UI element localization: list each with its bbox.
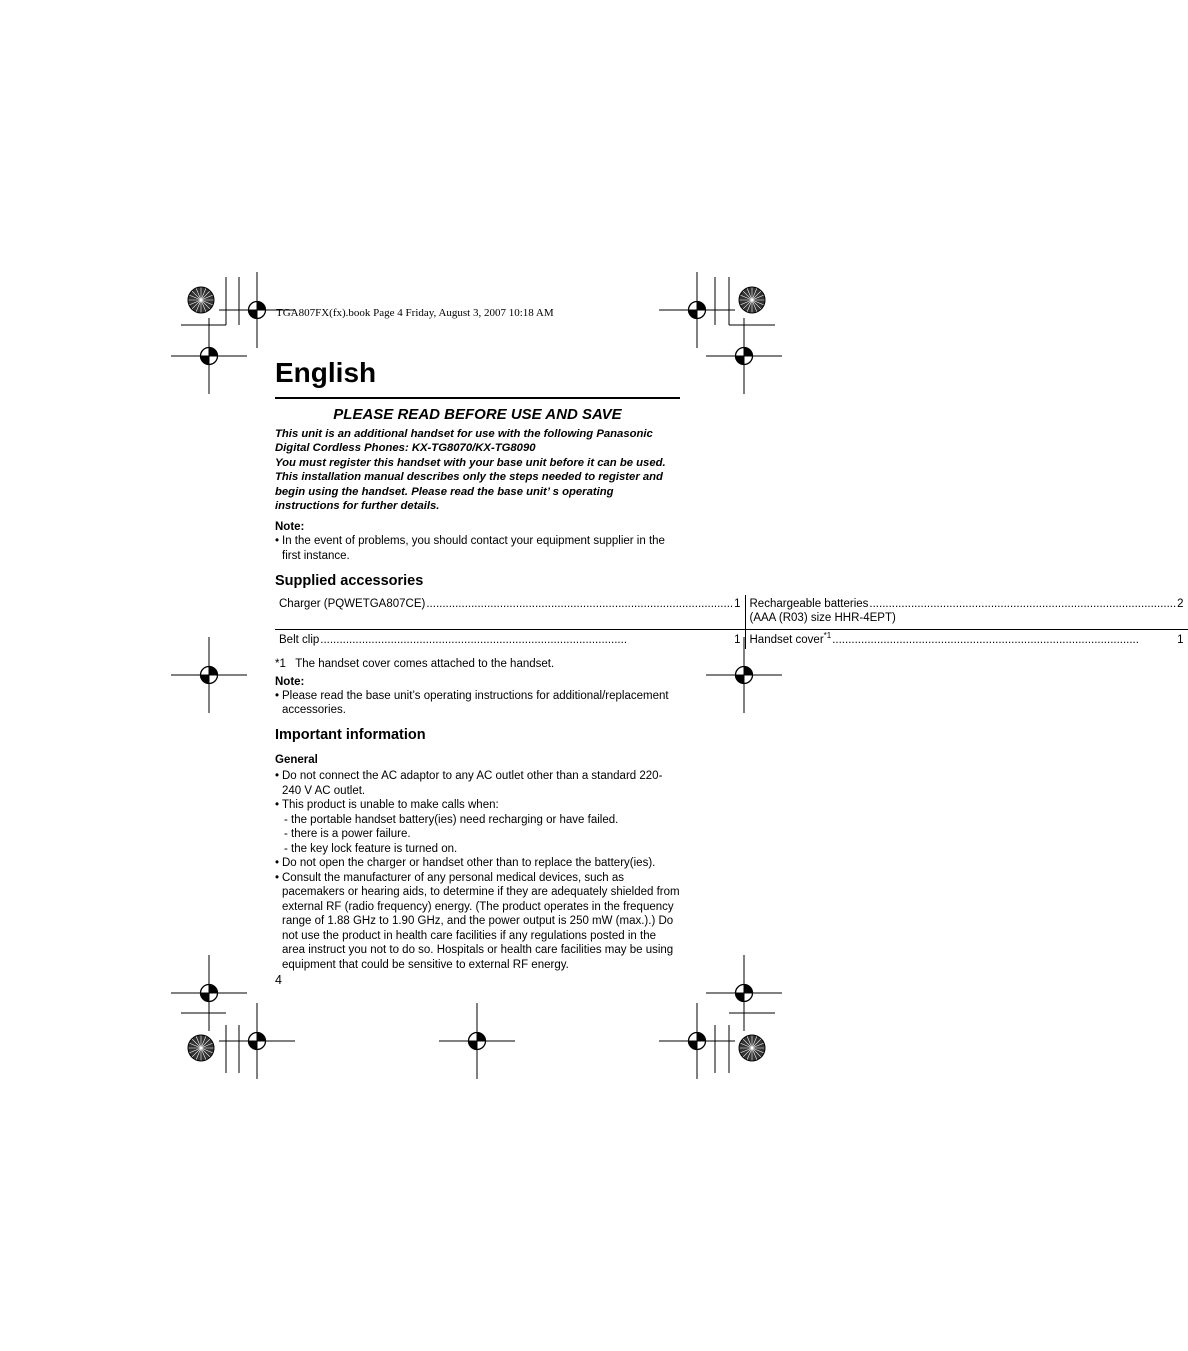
intro-paragraph: This unit is an additional handset for use with the following Panasonic Digital Cordless Phones: KX-TG8070/KX-TG8090 (275, 428, 653, 455)
intro-text (275, 427, 680, 513)
list-item: • This product is unable to make calls when: (275, 798, 680, 813)
sub-list-item: - the portable handset battery(ies) need recharging or have failed. (275, 813, 680, 828)
note-item: • Please read the base unit’s operating instructions for additional/replacement accessories. (275, 689, 680, 718)
accessory-qty: 1 (1177, 634, 1184, 647)
table-cell (275, 595, 745, 630)
section-heading-accessories: Supplied accessories (275, 573, 424, 590)
footnote: *1 The handset cover comes attached to the handset. (275, 658, 555, 671)
accessory-detail: (AAA (R03) size HHR-4EPT) (749, 612, 896, 625)
table-row (275, 595, 1188, 630)
accessory-qty: 1 (734, 598, 741, 611)
table-row (275, 630, 1188, 650)
list-item: • Do not connect the AC adaptor to any AC outlet other than a standard 220-240 V AC outlet. (275, 769, 680, 798)
list-item: • Consult the manufacturer of any personal medical devices, such as pacemakers or hearing aids, to determine if they are adequately shielded from external RF (radio frequency) energy. (The product operates in the frequency range of 1.88 GHz to 1.90 GHz, and the power output is 250 mW (max.).) Do not use the product in health care facilities if any regulations posted in the area instruct you not to do so. Hospitals or health care facilities may be using equipment that could be sensitive to external RF energy. (275, 871, 680, 973)
intro-paragraph: You must register this handset with your base unit before it can be used. This installation manual describes only the steps needed to register and begin using the handset. Please read the base unit’ s operating instructions for further details. (275, 456, 666, 513)
table-cell (745, 630, 1188, 650)
subheading-general: General (275, 753, 318, 766)
page-number: 4 (275, 973, 282, 987)
important-list (275, 769, 680, 972)
sub-list-item: - there is a power failure. (275, 827, 680, 842)
footnote-ref: *1 (823, 631, 832, 641)
accessory-qty: 2 (1177, 598, 1184, 611)
note-title: Note: (275, 521, 305, 534)
note-item: • In the event of problems, you should contact your equipment supplier in the first instance. (275, 534, 680, 563)
table-cell (275, 630, 745, 650)
print-header-line: TGA807FX(fx).book Page 4 Friday, August 3, 2007 10:18 AM (276, 307, 554, 319)
accessory-name: Belt clip (279, 634, 320, 647)
accessory-name: Charger (PQWETGA807CE) (279, 598, 426, 611)
section-heading-important: Important information (275, 726, 426, 743)
accessory-qty: 1 (734, 634, 741, 647)
note-title: Note: (275, 675, 305, 688)
accessory-name: Handset cover (749, 634, 824, 647)
sub-list-item: - the key lock feature is turned on. (275, 842, 680, 857)
list-item: • Do not open the charger or handset other than to replace the battery(ies). (275, 856, 680, 871)
table-cell (745, 595, 1188, 630)
accessories-table (275, 595, 1188, 649)
page-title: English (275, 357, 377, 388)
title-rule (275, 397, 680, 399)
accessory-name: Rechargeable batteries (749, 598, 869, 611)
page-content (275, 355, 1184, 972)
banner-heading: PLEASE READ BEFORE USE AND SAVE (333, 406, 622, 423)
